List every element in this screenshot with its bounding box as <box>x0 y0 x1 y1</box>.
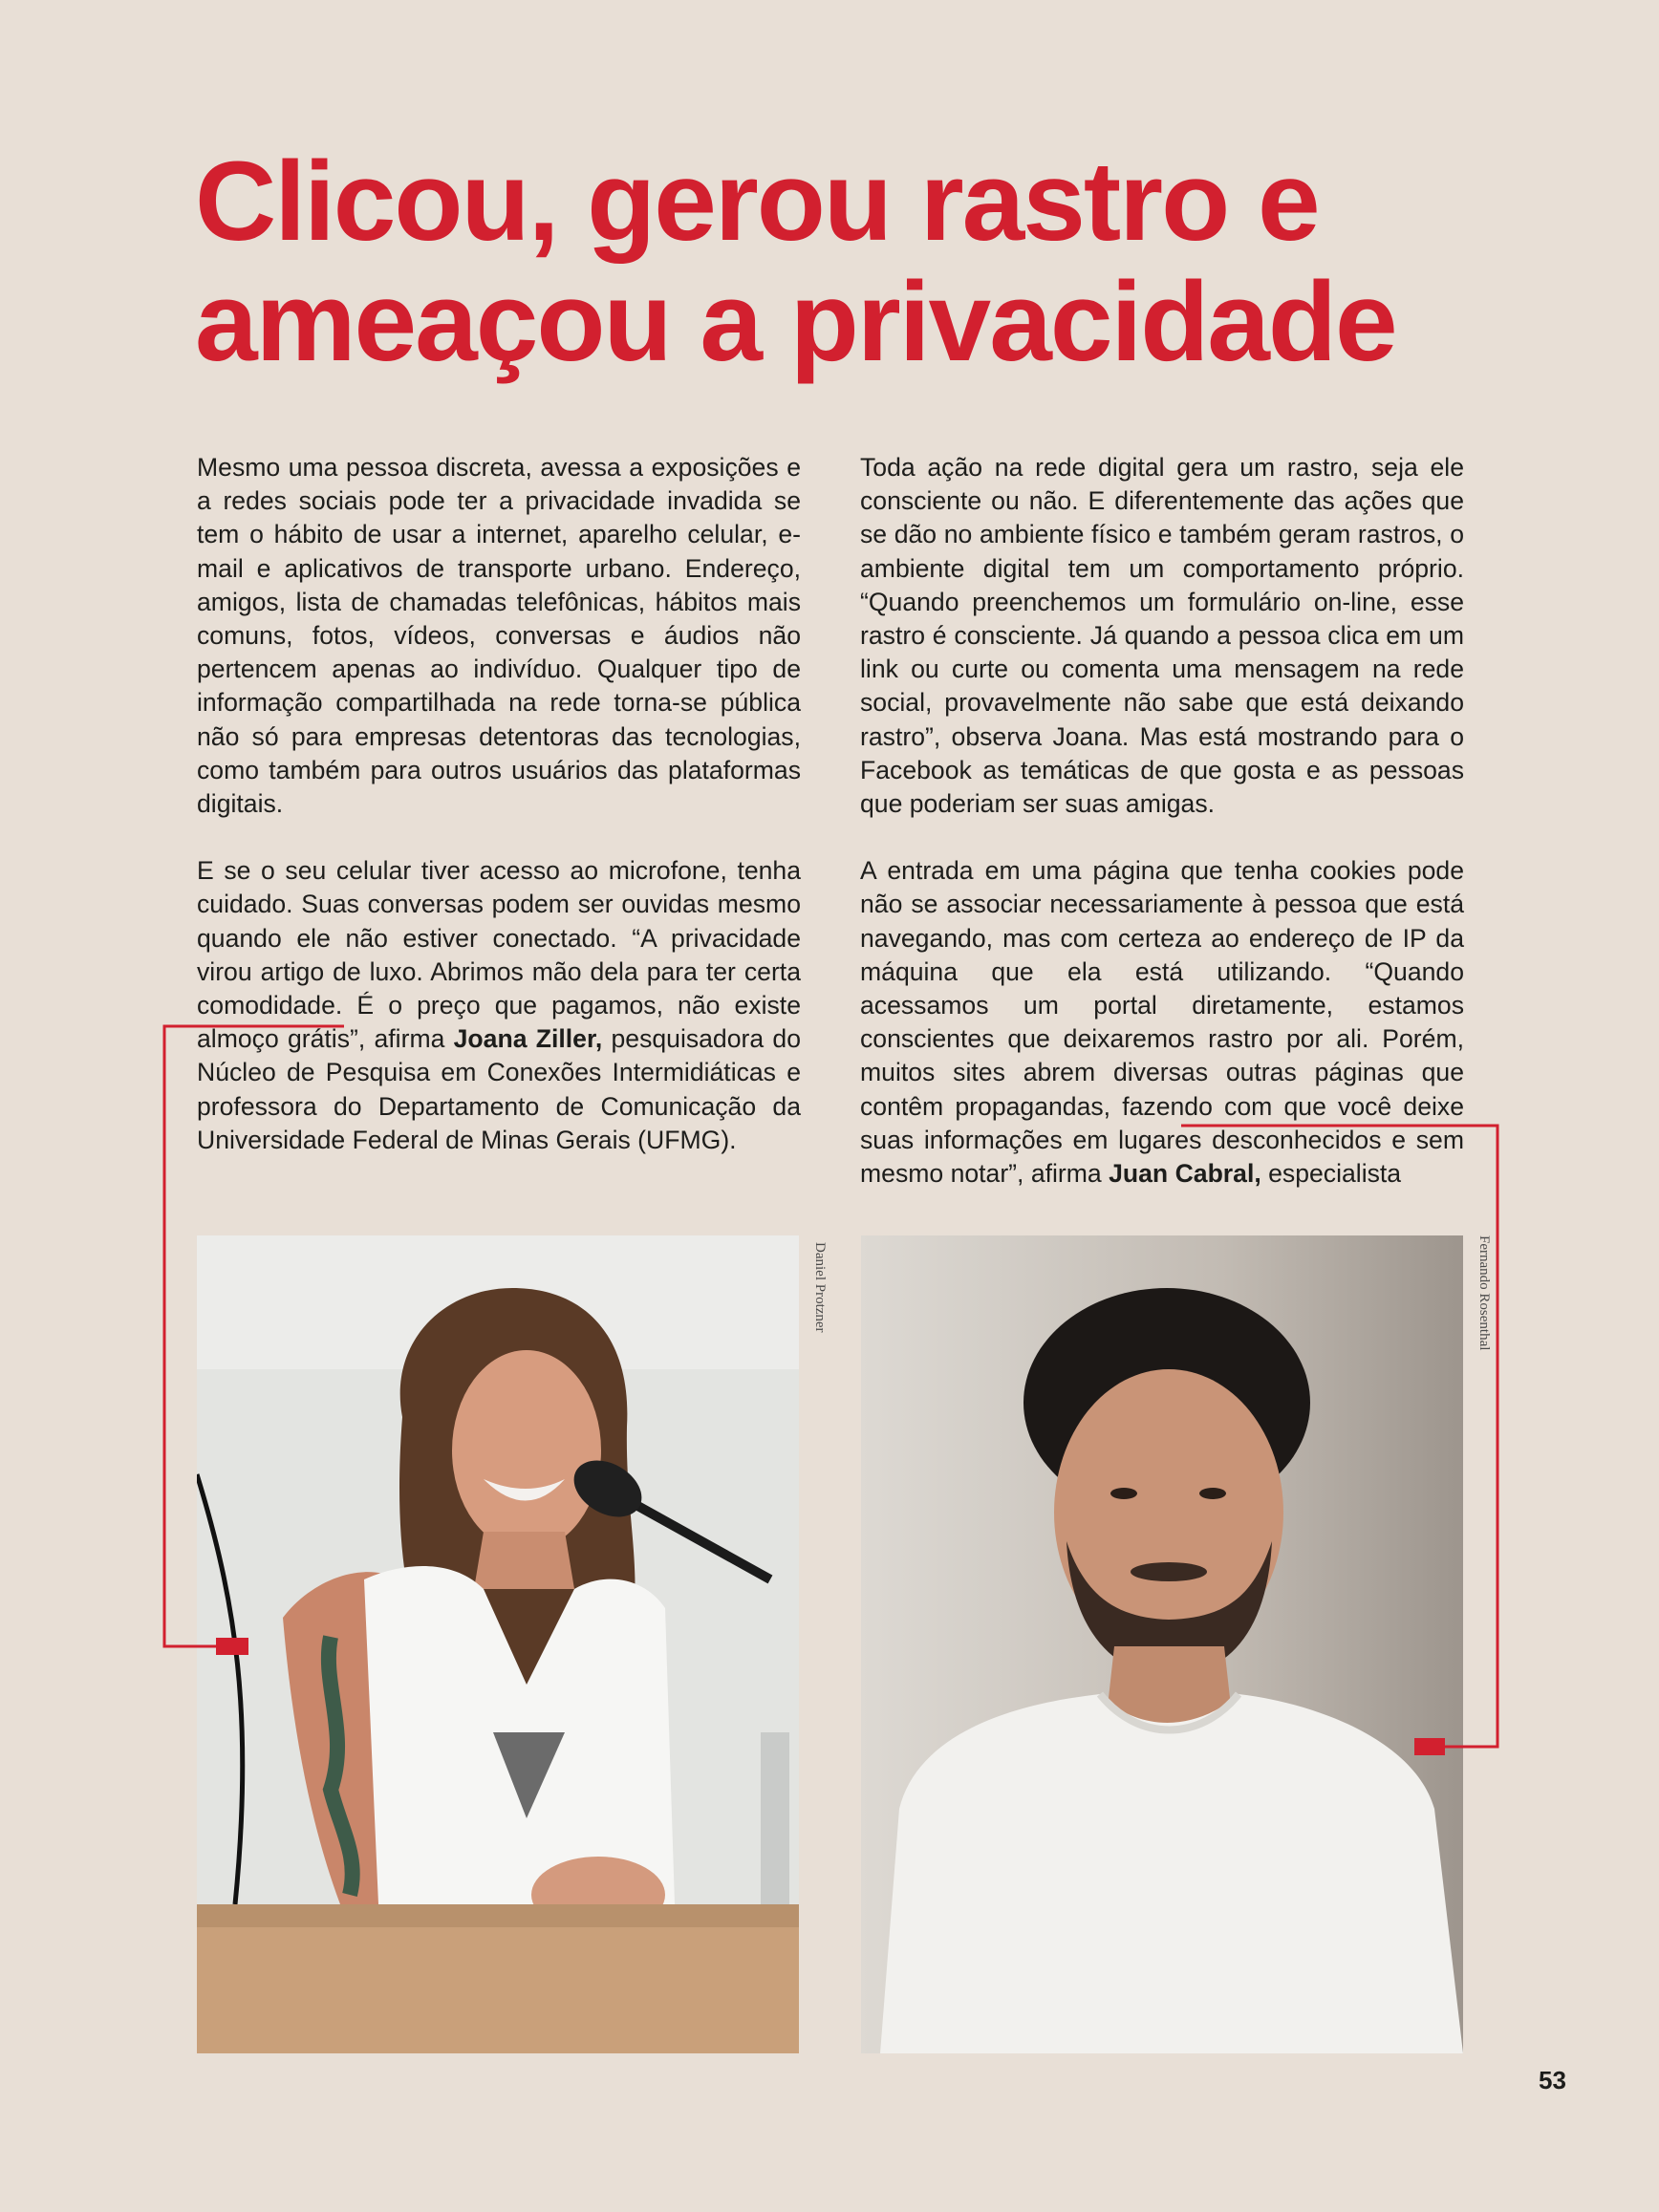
portrait-man-image <box>861 1235 1463 2053</box>
headline-line-2: ameaçou a privacidade <box>195 259 1396 385</box>
right-paragraph-2-rest: especialista <box>1260 1159 1402 1189</box>
left-paragraph-2-text: E se o seu celular tiver acesso ao microfone, tenha cuidado. Suas conversas podem ser ouvidas mesmo quando ele não estiver conectado. “A privacidade virou artigo de luxo. Abrimos mão dela para ter certa comodidade. É o preço que pagamos, não existe almoço grátis”, afirma <box>197 856 801 1054</box>
right-paragraph-2-text: A entrada em uma página que tenha cookies pode não se associar necessariamente à pessoa que está navegando, mas com certeza ao endereço de IP da máquina que ela está utilizando. “Quando acessamos um portal diretamente, estamos conscientes que deixaremos rastro por ali. Porém, muitos sites abrem diversas outras páginas que contêm propagandas, fazendo com que você deixe suas informações em lugares desconhecidos e sem mesmo notar”, afirma <box>860 856 1464 1189</box>
left-paragraph-2 <box>197 854 801 1157</box>
portrait-woman-microphone-image <box>197 1235 799 2053</box>
page-number: 53 <box>1539 2066 1566 2094</box>
left-text-column <box>197 451 801 1191</box>
article-headline <box>195 139 1495 385</box>
photo-joana-ziller <box>197 1235 799 2053</box>
left-paragraph-2-rest: pesquisadora do Núcleo de Pesquisa em Conexões Intermidiáticas e professora do Departamento de Comunicação da Universidade Federal de Minas Gerais (UFMG). <box>197 1024 801 1154</box>
photo-juan-cabral <box>861 1235 1463 2053</box>
photo-credit-right: Fernando Rosenthal <box>1476 1235 1492 1351</box>
person-name-juan-cabral: Juan Cabral, <box>1109 1159 1261 1189</box>
person-name-joana-ziller: Joana Ziller, <box>453 1024 603 1054</box>
right-paragraph-1: Toda ação na rede digital gera um rastro, seja ele consciente ou não. E diferentemente das ações que se dão no ambiente físico e também geram rastros, o ambiente digital tem um comportamento próprio. “Quando preenchemos um formulário on-line, esse rastro é consciente. Já quando a pessoa clica em um link ou curte ou comenta uma mensagem na rede social, provavelmente não sabe que está deixando rastro”, observa Joana. Mas está mostrando para o Facebook as temáticas de que gosta e as pessoas que poderiam ser suas amigas. <box>860 453 1464 819</box>
left-paragraph-1: Mesmo uma pessoa discreta, avessa a exposições e a redes sociais pode ter a privacidade invadida se tem o hábito de usar a internet, aparelho celular, e-mail e aplicativos de transporte urbano. Endereço, amigos, lista de chamadas telefônicas, hábitos mais comuns, fotos, vídeos, conversas e áudios não pertencem apenas ao indivíduo. Qualquer tipo de informação compartilhada na rede torna-se pública não só para empresas detentoras das tecnologias, como também para outros usuários das plataformas digitais. <box>197 453 801 819</box>
right-paragraph-2 <box>860 854 1464 1191</box>
headline-line-1: Clicou, gerou rastro e <box>195 139 1319 265</box>
photo-credit-left: Daniel Protzner <box>812 1242 828 1333</box>
right-text-column <box>860 451 1464 1224</box>
